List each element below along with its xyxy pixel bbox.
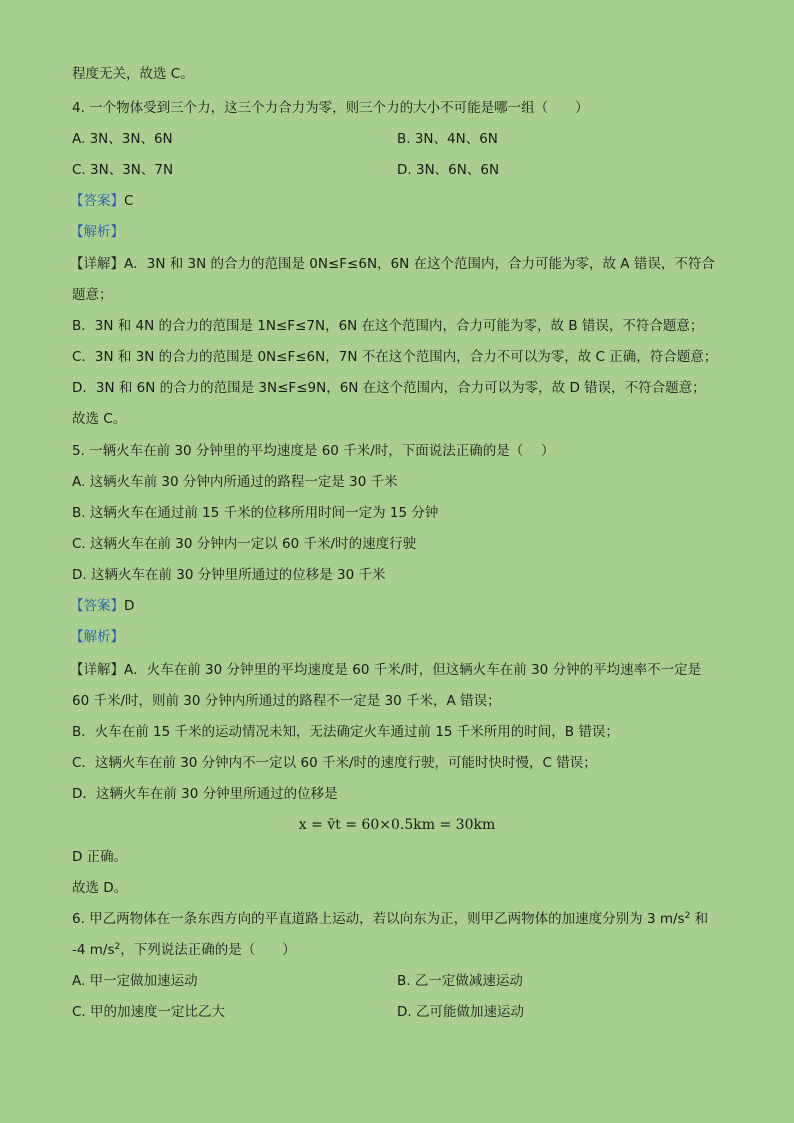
- q5-after-1: D 正确。: [72, 849, 128, 865]
- q6-stem-line-2: [72, 940, 296, 960]
- q5-analysis-tag: 【解析】: [70, 629, 124, 645]
- q4-detail-2: 题意；: [72, 287, 113, 303]
- q4-detail-3: B．3N 和 4N 的合力的范围是 1N≤F≤7N，6N 在这个范围内，合力可能为零，故 B 错误，不符合题意；: [72, 318, 704, 334]
- stem-text: ，下列说法正确的是（ ）: [120, 942, 296, 958]
- q5-detail-2: 60 千米/时，则前 30 分钟内所通过的路程不一定是 30 千米，A 错误；: [72, 693, 501, 709]
- detail-text: A．火车在前 30 分钟里的平均速度是 60 千米/时，但这辆火车在前 30 分钟的平均速率不一定是: [124, 662, 702, 678]
- q6-option-a: A. 甲一定做加速运动: [72, 973, 198, 989]
- answer-value: D: [124, 598, 135, 614]
- q5-detail-3: B．火车在前 15 千米的运动情况未知，无法确定火车通过前 15 千米所用的时间，B 错误；: [72, 724, 619, 740]
- q4-option-a: A. 3N、3N、6N: [72, 131, 173, 147]
- superscript: 2: [114, 942, 121, 952]
- detail-text: A．3N 和 3N 的合力的范围是 0N≤F≤6N，6N 在这个范围内，合力可能为零，故 A 错误，不符合: [124, 256, 715, 272]
- q5-option-a: A. 这辆火车前 30 分钟内所通过的路程一定是 30 千米: [72, 474, 398, 490]
- q6-option-c: C. 甲的加速度一定比乙大: [72, 1004, 226, 1020]
- q6-option-d: D. 乙可能做加速运动: [397, 1004, 524, 1020]
- q4-detail-1: [70, 254, 715, 274]
- q5-answer: [70, 596, 134, 616]
- q5-detail-4: C．这辆火车在前 30 分钟内不一定以 60 千米/时的速度行驶，可能时快时慢，C 错误；: [72, 755, 597, 771]
- q4-stem: 4. 一个物体受到三个力，这三个力合力为零，则三个力的大小不可能是哪一组（ ）: [72, 100, 589, 116]
- q4-detail-4: C．3N 和 3N 的合力的范围是 0N≤F≤6N，7N 不在这个范围内，合力不可以为零，故 C 正确，符合题意；: [72, 349, 718, 365]
- q4-conclusion: 故选 C。: [72, 411, 127, 427]
- answer-value: C: [124, 193, 134, 209]
- stem-text: 6. 甲乙两物体在一条东西方向的平直道路上运动，若以向东为正，则甲乙两物体的加速度分别为 3 m/s: [72, 911, 685, 927]
- stem-text: -4 m/s: [72, 942, 115, 958]
- answer-tag: 【答案】: [70, 598, 124, 614]
- detail-tag: 【详解】: [70, 662, 124, 678]
- q5-detail-5: D．这辆火车在前 30 分钟里所通过的位移是: [72, 786, 338, 802]
- q6-stem-line-1: [72, 909, 708, 929]
- detail-tag: 【详解】: [70, 256, 124, 272]
- q5-stem: 5. 一辆火车在前 30 分钟里的平均速度是 60 千米/时，下面说法正确的是（ ）: [72, 443, 555, 459]
- q5-formula: x = v̄t = 60×0.5km = 30km: [298, 817, 496, 833]
- previous-answer-tail: 程度无关，故选 C。: [72, 66, 194, 82]
- q4-option-d: D. 3N、6N、6N: [397, 162, 500, 178]
- q4-analysis-tag: 【解析】: [70, 224, 124, 240]
- superscript: 2: [684, 911, 691, 921]
- q5-detail-1: [70, 660, 701, 680]
- q4-detail-5: D．3N 和 6N 的合力的范围是 3N≤F≤9N，6N 在这个范围内，合力可以为零，故 D 错误，不符合题意；: [72, 380, 706, 396]
- q4-answer: [70, 191, 133, 211]
- q6-option-b: B. 乙一定做减速运动: [397, 973, 523, 989]
- q4-option-b: B. 3N、4N、6N: [397, 131, 498, 147]
- q5-option-c: C. 这辆火车在前 30 分钟内一定以 60 千米/时的速度行驶: [72, 536, 417, 552]
- stem-text: 和: [690, 911, 709, 927]
- answer-tag: 【答案】: [70, 193, 124, 209]
- q5-option-d: D. 这辆火车在前 30 分钟里所通过的位移是 30 千米: [72, 567, 386, 583]
- q5-conclusion: 故选 D。: [72, 880, 128, 896]
- q4-option-c: C. 3N、3N、7N: [72, 162, 174, 178]
- q5-option-b: B. 这辆火车在通过前 15 千米的位移所用时间一定为 15 分钟: [72, 505, 439, 521]
